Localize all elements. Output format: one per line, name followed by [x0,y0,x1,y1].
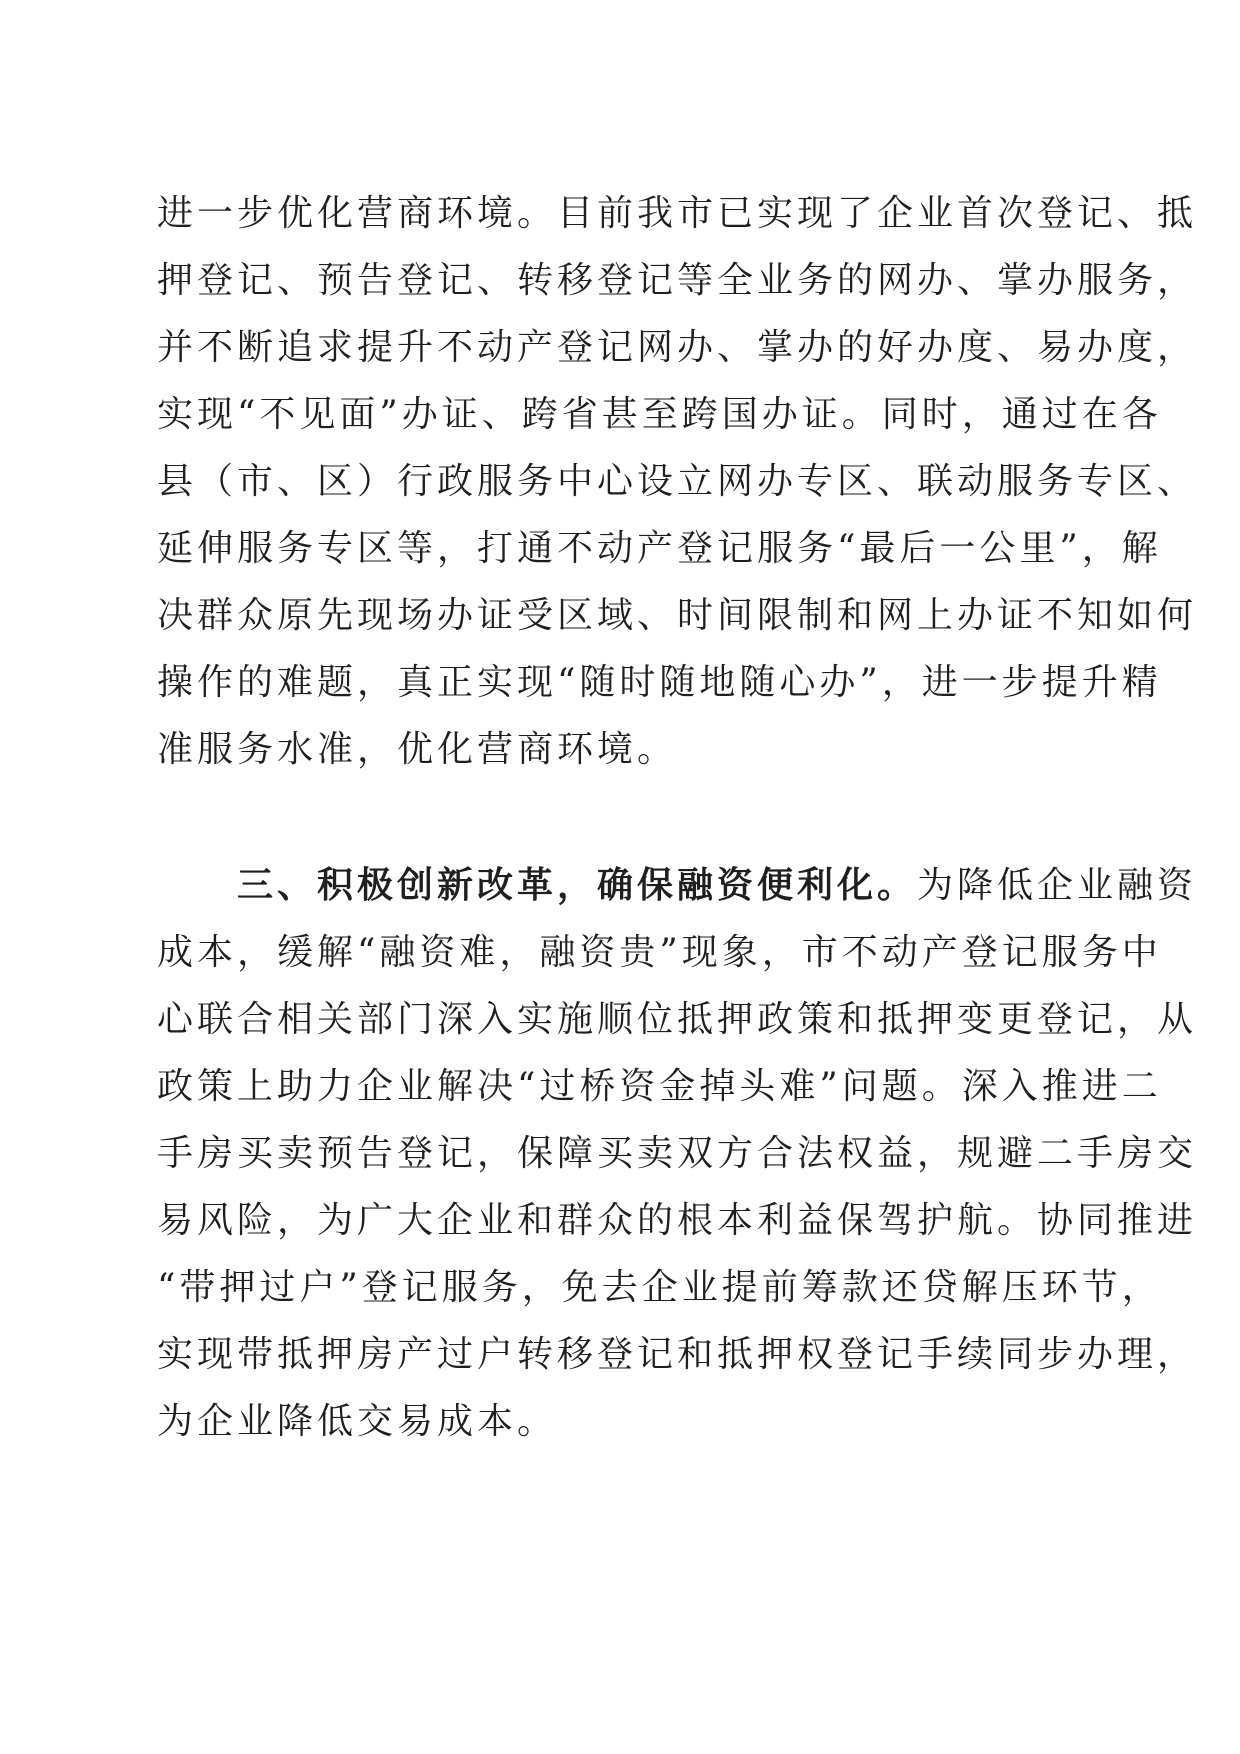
text-line: 操作的难题，真正实现“随时随地随心办”，进一步提升精 [157,662,1162,703]
text-line: 实现“不见面”办证、跨省甚至跨国办证。同时，通过在各 [157,394,1162,435]
text-line: 为企业降低交易成本。 [157,1401,558,1442]
text-line: 政策上助力企业解决“过桥资金掉头难”问题。深入推进二 [157,1066,1162,1107]
text-line: 并不断追求提升不动产登记网办、掌办的好办度、易办度， [157,327,1198,368]
text-line: 准服务水准，优化营商环境。 [157,729,678,770]
section-heading-line [157,852,1198,919]
text-line: 实现带抵押房产过户转移登记和抵押权登记手续同步办理， [157,1334,1198,1375]
paragraph-spacer [157,783,1087,852]
section-heading: 三、积极创新改革，确保融资便利化。 [237,865,918,906]
text-line: 易风险，为广大企业和群众的根本利益保驾护航。协同推进 [157,1200,1198,1241]
paragraph-section-three [157,852,1198,1455]
paragraph-optimize-business-environment [157,180,1198,783]
text-line: 手房买卖预告登记，保障买卖双方合法权益，规避二手房交 [157,1133,1198,1174]
text-line: 成本，缓解“融资难，融资贵”现象，市不动产登记服务中 [157,932,1162,973]
text-segment: 为降低企业融资 [917,865,1198,906]
document-body [157,180,1198,1455]
text-line: 县（市、区）行政服务中心设立网办专区、联动服务专区、 [157,461,1198,502]
text-line: 进一步优化营商环境。目前我市已实现了企业首次登记、抵 [157,193,1198,234]
text-line: 押登记、预告登记、转移登记等全业务的网办、掌办服务， [157,260,1198,301]
text-line: 决群众原先现场办证受区域、时间限制和网上办证不知如何 [157,595,1198,636]
text-line: “带押过户”登记服务，免去企业提前筹款还贷解压环节， [157,1267,1162,1308]
text-line: 心联合相关部门深入实施顺位抵押政策和抵押变更登记，从 [157,999,1198,1040]
text-line: 延伸服务专区等，打通不动产登记服务“最后一公里”，解 [157,528,1162,569]
